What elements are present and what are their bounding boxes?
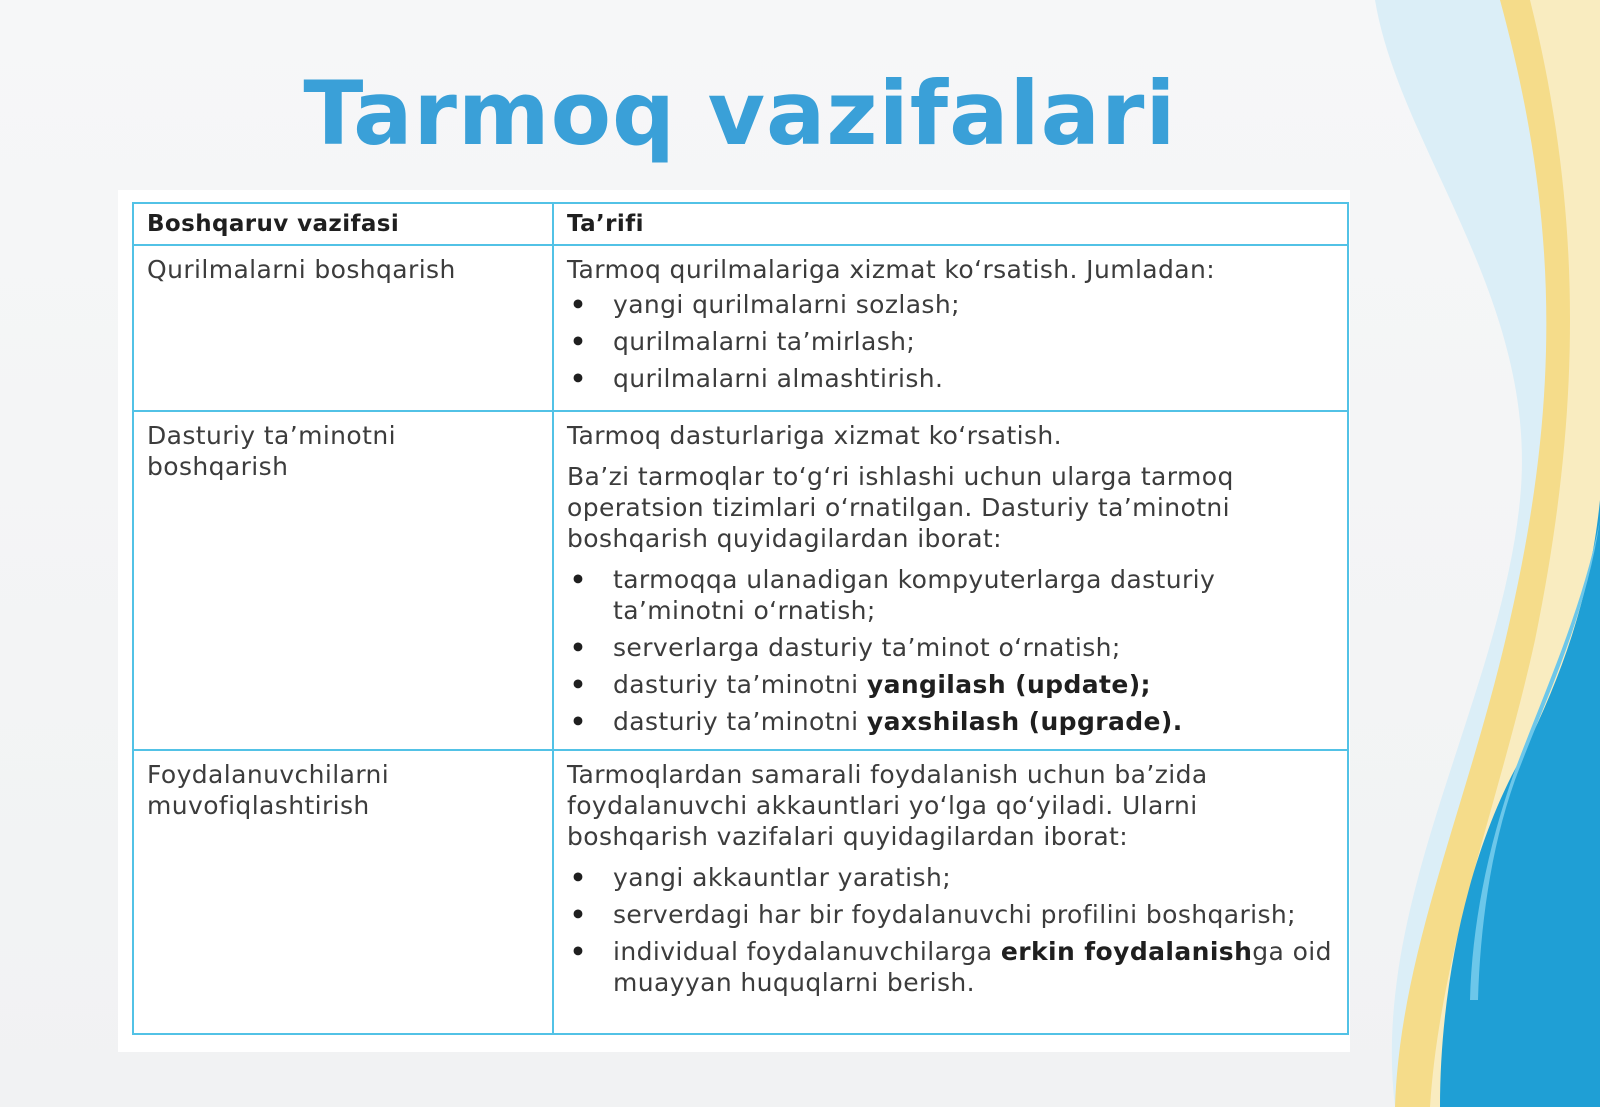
list-item — [567, 363, 1335, 394]
list-item — [567, 706, 1335, 737]
definition-paragraph: Ba’zi tarmoqlar to‘g‘ri ishlashi uchun ularga tarmoq operatsion tizimlari o‘rnatilgan. Dasturiy ta’minotni boshqarish quyidagilardan iborat: — [567, 462, 1234, 553]
list-item — [567, 564, 1335, 626]
bullet-icon: • — [570, 670, 587, 699]
list-item-bold-text: yangilash (update); — [866, 670, 1151, 699]
list-item-text: individual foydalanuvchilarga — [613, 937, 1001, 966]
list-item-text: yangi qurilmalarni sozlash; — [613, 290, 960, 319]
network-tasks-table — [132, 202, 1349, 1035]
list-item-text: yangi akkauntlar yaratish; — [613, 863, 952, 892]
list-item — [567, 669, 1335, 700]
list-item — [567, 289, 1335, 320]
header-task: Boshqaruv vazifasi — [133, 203, 553, 245]
bullet-icon: • — [570, 863, 587, 892]
list-item — [567, 862, 1335, 893]
bullet-icon: • — [570, 327, 587, 356]
bullet-list — [567, 289, 1335, 394]
list-item — [567, 899, 1335, 930]
task-cell: Foydalanuvchilarni muvofiqlashtirish — [133, 750, 553, 1034]
list-item-text: serverlarga dasturiy ta’minot o‘rnatish; — [613, 633, 1121, 662]
bullet-list — [567, 564, 1335, 737]
task-cell: Qurilmalarni boshqarish — [133, 245, 553, 411]
table-row — [133, 245, 1348, 411]
list-item — [567, 326, 1335, 357]
page-title: Tarmoq vazifalari — [303, 62, 1177, 165]
list-item — [567, 936, 1335, 998]
list-item-text: qurilmalarni almashtirish. — [613, 364, 944, 393]
bullet-list — [567, 862, 1335, 998]
definition-cell — [553, 245, 1348, 411]
list-item-text: tarmoqqa ulanadigan kompyuterlarga dasturiy ta’minotni o‘rnatish; — [613, 565, 1216, 625]
list-item-bold-text: erkin foydalanish — [1000, 937, 1253, 966]
bullet-icon: • — [570, 565, 587, 594]
bullet-icon: • — [570, 900, 587, 929]
task-cell: Dasturiy ta’minotni boshqarish — [133, 411, 553, 750]
bullet-icon: • — [570, 707, 587, 736]
list-item-text: serverdagi har bir foydalanuvchi profilini boshqarish; — [613, 900, 1297, 929]
definition-paragraph: Tarmoqlardan samarali foydalanish uchun ba’zida foydalanuvchi akkauntlari yo‘lga qo‘yiladi. Ularni boshqarish vazifalari quyidagilardan iborat: — [567, 760, 1208, 851]
header-definition: Ta’rifi — [553, 203, 1348, 245]
bullet-icon: • — [570, 364, 587, 393]
list-item-text: dasturiy ta’minotni — [613, 670, 867, 699]
table-header-row — [133, 203, 1348, 245]
list-item-text: qurilmalarni ta’mirlash; — [613, 327, 916, 356]
definition-paragraph: Tarmoq qurilmalariga xizmat ko‘rsatish. Jumladan: — [567, 255, 1216, 284]
bullet-icon: • — [570, 290, 587, 319]
bullet-icon: • — [570, 633, 587, 662]
list-item — [567, 632, 1335, 663]
bullet-icon: • — [570, 937, 587, 966]
definition-cell — [553, 411, 1348, 750]
list-item-text: ga oid muayyan huquqlarni berish. — [613, 937, 1332, 997]
table-row — [133, 411, 1348, 750]
list-item-text: dasturiy ta’minotni — [613, 707, 867, 736]
list-item-bold-text: yaxshilash (upgrade). — [866, 707, 1183, 736]
definition-paragraph: Tarmoq dasturlariga xizmat ko‘rsatish. — [567, 421, 1063, 450]
definition-cell — [553, 750, 1348, 1034]
table-row — [133, 750, 1348, 1034]
